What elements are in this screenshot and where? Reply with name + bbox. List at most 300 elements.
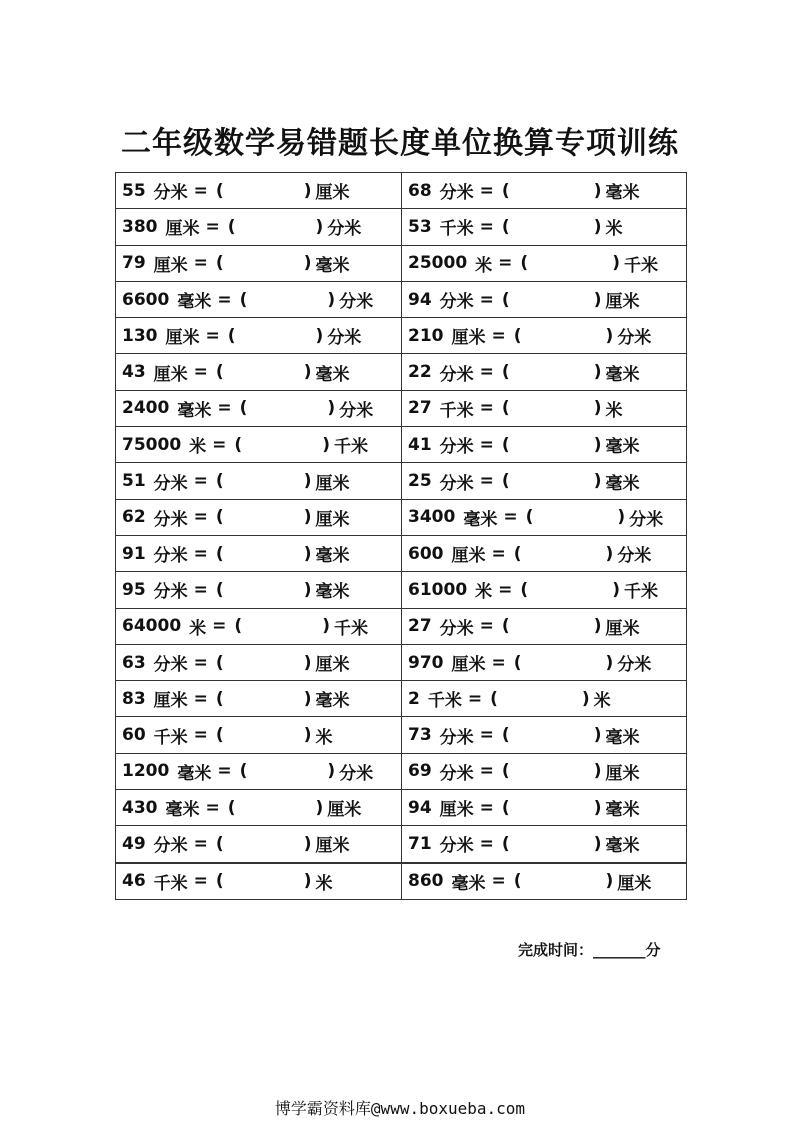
source-unit: 毫米 <box>463 509 498 530</box>
close-paren: ) <box>593 616 602 637</box>
target-unit: 米 <box>605 400 623 421</box>
open-paren: ( <box>501 833 510 854</box>
conversion-problem <box>116 535 402 571</box>
conversion-problem <box>116 209 402 245</box>
target-unit: 分米 <box>339 292 374 313</box>
conversion-problem <box>116 644 402 680</box>
source-unit: 米 <box>189 437 207 458</box>
problem-number: 60 <box>122 725 146 746</box>
open-paren: ( <box>501 289 510 310</box>
source-unit: 分米 <box>439 292 474 313</box>
conversion-problem <box>116 790 402 826</box>
target-unit: 分米 <box>617 655 652 675</box>
target-unit: 毫米 <box>605 364 640 385</box>
source-unit: 分米 <box>439 763 474 784</box>
open-paren: ( <box>513 543 522 564</box>
equals-sign: = <box>212 616 227 637</box>
target-unit: 厘米 <box>315 183 350 204</box>
table-row <box>116 826 687 863</box>
target-unit: 米 <box>315 727 333 748</box>
open-paren: ( <box>215 362 224 383</box>
open-paren: ( <box>501 180 510 201</box>
close-paren: ) <box>593 216 602 237</box>
open-paren: ( <box>215 543 224 564</box>
close-paren: ) <box>303 253 312 274</box>
source-unit: 分米 <box>439 183 474 204</box>
target-unit: 厘米 <box>327 800 362 821</box>
source-unit: 分米 <box>439 836 474 857</box>
open-paren: ( <box>501 216 510 237</box>
equals-sign: = <box>205 325 220 346</box>
close-paren: ) <box>593 761 602 782</box>
target-unit: 千米 <box>333 618 368 639</box>
table-row <box>116 790 687 826</box>
table-row <box>116 863 687 900</box>
equals-sign: = <box>205 216 220 237</box>
close-paren: ) <box>593 471 602 492</box>
equals-sign: = <box>193 362 208 383</box>
target-unit: 毫米 <box>315 255 350 276</box>
target-unit: 毫米 <box>605 836 640 857</box>
equals-sign: = <box>479 725 494 746</box>
close-paren: ) <box>593 362 602 383</box>
conversion-problem <box>402 463 687 499</box>
source-unit: 厘米 <box>165 328 200 349</box>
close-paren: ) <box>612 579 620 600</box>
source-unit: 厘米 <box>451 328 486 349</box>
close-paren: ) <box>593 434 602 455</box>
equals-sign: = <box>193 579 208 600</box>
source-unit: 分米 <box>439 473 474 494</box>
conversion-problem <box>402 318 687 354</box>
equals-sign: = <box>193 871 208 892</box>
open-paren: ( <box>227 216 236 237</box>
problem-number: 2400 <box>122 398 170 419</box>
target-unit: 毫米 <box>605 437 640 458</box>
close-paren: ) <box>593 725 602 746</box>
conversion-problem <box>402 173 687 209</box>
target-unit: 厘米 <box>605 763 640 784</box>
equals-sign: = <box>498 579 513 600</box>
source-unit: 米 <box>189 618 207 639</box>
target-unit: 分米 <box>617 546 652 567</box>
open-paren: ( <box>215 725 224 746</box>
close-paren: ) <box>617 507 626 528</box>
equals-sign: = <box>193 833 208 854</box>
conversion-problem <box>402 390 687 426</box>
problem-number: 130 <box>122 325 158 346</box>
open-paren: ( <box>513 871 522 892</box>
target-unit: 米 <box>315 873 333 894</box>
equals-sign: = <box>479 362 494 383</box>
target-unit: 毫米 <box>315 691 350 712</box>
conversion-problem <box>402 354 687 390</box>
equals-sign: = <box>205 797 220 818</box>
source-unit: 毫米 <box>177 763 212 784</box>
close-paren: ) <box>593 833 602 854</box>
open-paren: ( <box>215 579 224 600</box>
source-unit: 千米 <box>439 400 474 421</box>
equals-sign: = <box>503 507 518 528</box>
equals-sign: = <box>491 543 506 564</box>
problem-number: 27 <box>408 398 432 419</box>
close-paren: ) <box>303 725 312 746</box>
equals-sign: = <box>193 253 208 274</box>
close-paren: ) <box>303 362 312 383</box>
problem-number: 68 <box>408 180 432 201</box>
open-paren: ( <box>501 398 510 419</box>
problem-number: 95 <box>122 579 146 600</box>
problem-number: 46 <box>122 871 146 892</box>
close-paren: ) <box>303 652 312 673</box>
open-paren: ( <box>501 725 510 746</box>
conversion-problem <box>116 245 402 281</box>
source-unit: 分米 <box>439 437 474 458</box>
target-unit: 毫米 <box>605 473 640 494</box>
open-paren: ( <box>490 688 498 709</box>
target-unit: 分米 <box>327 328 362 349</box>
equals-sign: = <box>491 652 506 673</box>
target-unit: 毫米 <box>605 183 640 204</box>
close-paren: ) <box>303 507 312 528</box>
equals-sign: = <box>479 180 494 201</box>
target-unit: 厘米 <box>617 873 652 894</box>
close-paren: ) <box>315 216 324 237</box>
target-unit: 毫米 <box>605 727 640 748</box>
conversion-problem <box>116 281 402 317</box>
open-paren: ( <box>501 362 510 383</box>
open-paren: ( <box>501 434 510 455</box>
problem-number: 79 <box>122 253 146 274</box>
open-paren: ( <box>501 471 510 492</box>
conversion-problem <box>402 608 687 644</box>
equals-sign: = <box>193 725 208 746</box>
table-row <box>116 572 687 608</box>
exercise-table <box>115 172 687 900</box>
table-row <box>116 499 687 535</box>
close-paren: ) <box>303 871 312 892</box>
open-paren: ( <box>227 797 236 818</box>
source-unit: 厘米 <box>153 364 188 385</box>
target-unit: 分米 <box>617 328 652 349</box>
source-unit: 厘米 <box>439 800 474 821</box>
open-paren: ( <box>215 471 224 492</box>
problem-number: 970 <box>408 652 444 673</box>
source-unit: 分米 <box>153 836 188 857</box>
target-unit: 分米 <box>339 400 374 421</box>
table-row <box>116 753 687 789</box>
equals-sign: = <box>479 289 494 310</box>
problem-number: 2 <box>408 688 420 709</box>
table-row <box>116 173 687 209</box>
problem-number: 75000 <box>122 434 182 455</box>
source-unit: 千米 <box>439 219 474 240</box>
open-paren: ( <box>215 871 224 892</box>
open-paren: ( <box>227 325 236 346</box>
target-unit: 厘米 <box>605 618 640 639</box>
conversion-problem <box>402 535 687 571</box>
close-paren: ) <box>581 688 590 709</box>
source-unit: 毫米 <box>165 800 200 821</box>
close-paren: ) <box>303 579 312 600</box>
equals-sign: = <box>193 688 208 709</box>
target-unit: 毫米 <box>315 364 350 385</box>
source-unit: 分米 <box>153 582 188 603</box>
close-paren: ) <box>322 434 330 455</box>
conversion-problem <box>116 318 402 354</box>
problem-number: 6600 <box>122 289 170 310</box>
problem-number: 71 <box>408 833 432 854</box>
target-unit: 千米 <box>623 582 658 603</box>
source-unit: 千米 <box>153 727 188 748</box>
equals-sign: = <box>193 652 208 673</box>
open-paren: ( <box>239 398 248 419</box>
problem-number: 83 <box>122 688 146 709</box>
close-paren: ) <box>593 398 602 419</box>
equals-sign: = <box>498 253 513 274</box>
open-paren: ( <box>234 616 243 637</box>
equals-sign: = <box>217 761 232 782</box>
source-unit: 米 <box>475 582 493 603</box>
conversion-problem <box>402 281 687 317</box>
table-row <box>116 390 687 426</box>
close-paren: ) <box>605 652 614 673</box>
open-paren: ( <box>215 180 224 201</box>
conversion-problem <box>116 354 402 390</box>
conversion-problem <box>402 826 687 863</box>
footer-watermark: 博学霸资料库@www.boxueba.com <box>274 1099 526 1118</box>
equals-sign: = <box>479 216 494 237</box>
conversion-problem <box>116 572 402 608</box>
close-paren: ) <box>605 871 614 892</box>
problem-number: 27 <box>408 616 432 637</box>
target-unit: 分米 <box>339 763 374 784</box>
table-row <box>116 281 687 317</box>
table-row <box>116 427 687 463</box>
equals-sign: = <box>217 289 232 310</box>
conversion-problem <box>116 826 402 863</box>
source-unit: 千米 <box>153 873 188 894</box>
conversion-problem <box>402 209 687 245</box>
table-row <box>116 463 687 499</box>
problem-number: 49 <box>122 833 146 854</box>
equals-sign: = <box>467 688 483 709</box>
equals-sign: = <box>479 434 494 455</box>
target-unit: 厘米 <box>315 509 350 530</box>
source-unit: 千米 <box>427 691 462 712</box>
conversion-problem <box>402 572 687 608</box>
close-paren: ) <box>303 543 312 564</box>
target-unit: 厘米 <box>315 836 350 857</box>
source-unit: 分米 <box>153 183 188 204</box>
equals-sign: = <box>479 471 494 492</box>
conversion-problem <box>116 173 402 209</box>
close-paren: ) <box>303 833 312 854</box>
conversion-problem <box>116 499 402 535</box>
conversion-problem <box>116 427 402 463</box>
close-paren: ) <box>593 180 602 201</box>
conversion-problem <box>402 644 687 680</box>
source-unit: 厘米 <box>451 546 486 567</box>
problem-number: 61000 <box>408 579 468 600</box>
source-unit: 毫米 <box>177 400 212 421</box>
table-row <box>116 717 687 753</box>
source-unit: 分米 <box>153 655 188 675</box>
target-unit: 毫米 <box>315 582 350 603</box>
equals-sign: = <box>491 325 506 346</box>
close-paren: ) <box>327 289 336 310</box>
source-unit: 分米 <box>153 546 188 567</box>
source-unit: 分米 <box>439 618 474 639</box>
conversion-problem <box>402 499 687 535</box>
equals-sign: = <box>217 398 232 419</box>
equals-sign: = <box>479 616 494 637</box>
completion-time: 完成时间：_______分 <box>518 941 661 959</box>
table-row <box>116 245 687 281</box>
target-unit: 厘米 <box>605 292 640 313</box>
target-unit: 分米 <box>327 219 362 240</box>
open-paren: ( <box>215 507 224 528</box>
conversion-problem <box>116 608 402 644</box>
open-paren: ( <box>234 434 243 455</box>
problem-number: 94 <box>408 289 432 310</box>
equals-sign: = <box>479 833 494 854</box>
source-unit: 分米 <box>439 727 474 748</box>
close-paren: ) <box>303 688 312 709</box>
source-unit: 厘米 <box>165 219 200 240</box>
target-unit: 厘米 <box>315 473 350 494</box>
open-paren: ( <box>513 652 522 673</box>
table-row <box>116 354 687 390</box>
conversion-problem <box>402 790 687 826</box>
equals-sign: = <box>479 797 494 818</box>
problem-number: 41 <box>408 434 432 455</box>
problem-number: 25 <box>408 471 432 492</box>
table-row <box>116 535 687 571</box>
source-unit: 分米 <box>153 509 188 530</box>
problem-number: 600 <box>408 543 444 564</box>
equals-sign: = <box>479 761 494 782</box>
target-unit: 厘米 <box>315 655 350 675</box>
open-paren: ( <box>215 652 224 673</box>
open-paren: ( <box>215 833 224 854</box>
close-paren: ) <box>327 761 336 782</box>
close-paren: ) <box>315 325 324 346</box>
conversion-problem <box>116 863 402 900</box>
problem-number: 860 <box>408 871 444 892</box>
source-unit: 厘米 <box>153 691 188 712</box>
source-unit: 分米 <box>153 473 188 494</box>
open-paren: ( <box>215 688 224 709</box>
open-paren: ( <box>501 797 510 818</box>
equals-sign: = <box>491 871 506 892</box>
conversion-problem <box>116 681 402 717</box>
table-row <box>116 209 687 245</box>
problem-number: 22 <box>408 362 432 383</box>
conversion-problem <box>402 427 687 463</box>
target-unit: 毫米 <box>605 800 640 821</box>
conversion-problem <box>116 717 402 753</box>
problem-number: 210 <box>408 325 444 346</box>
target-unit: 毫米 <box>315 546 350 567</box>
target-unit: 千米 <box>623 255 658 276</box>
conversion-problem <box>402 863 687 900</box>
source-unit: 厘米 <box>451 655 486 675</box>
table-row <box>116 644 687 680</box>
source-unit: 分米 <box>439 364 474 385</box>
equals-sign: = <box>479 398 494 419</box>
close-paren: ) <box>303 471 312 492</box>
problem-number: 3400 <box>408 507 456 528</box>
problem-number: 53 <box>408 216 432 237</box>
problem-number: 63 <box>122 652 146 673</box>
conversion-problem <box>116 463 402 499</box>
open-paren: ( <box>520 579 529 600</box>
conversion-problem <box>402 681 687 717</box>
close-paren: ) <box>327 398 336 419</box>
problem-number: 51 <box>122 471 146 492</box>
equals-sign: = <box>193 507 208 528</box>
problem-number: 91 <box>122 543 146 564</box>
source-unit: 毫米 <box>451 873 486 894</box>
problem-number: 94 <box>408 797 432 818</box>
problem-number: 62 <box>122 507 146 528</box>
open-paren: ( <box>239 289 248 310</box>
close-paren: ) <box>605 543 614 564</box>
target-unit: 千米 <box>333 437 368 458</box>
source-unit: 厘米 <box>153 255 188 276</box>
problem-number: 73 <box>408 725 432 746</box>
problem-number: 25000 <box>408 253 468 274</box>
equals-sign: = <box>193 180 208 201</box>
source-unit: 毫米 <box>177 292 212 313</box>
problem-number: 43 <box>122 362 146 383</box>
equals-sign: = <box>212 434 227 455</box>
conversion-problem <box>402 245 687 281</box>
page-title: 二年级数学易错题长度单位换算专项训练 <box>121 126 679 161</box>
target-unit: 米 <box>593 691 611 712</box>
equals-sign: = <box>193 471 208 492</box>
problem-number: 55 <box>122 180 146 201</box>
close-paren: ) <box>605 325 614 346</box>
open-paren: ( <box>520 253 529 274</box>
open-paren: ( <box>239 761 248 782</box>
close-paren: ) <box>593 289 602 310</box>
open-paren: ( <box>525 507 534 528</box>
conversion-problem <box>116 753 402 789</box>
table-row <box>116 318 687 354</box>
problem-number: 430 <box>122 797 158 818</box>
equals-sign: = <box>193 543 208 564</box>
problem-number: 380 <box>122 216 158 237</box>
target-unit: 分米 <box>629 509 664 530</box>
open-paren: ( <box>501 761 510 782</box>
problem-number: 64000 <box>122 616 182 637</box>
close-paren: ) <box>612 253 620 274</box>
problem-number: 1200 <box>122 761 170 782</box>
target-unit: 米 <box>605 219 623 240</box>
conversion-problem <box>116 390 402 426</box>
open-paren: ( <box>501 616 510 637</box>
close-paren: ) <box>315 797 324 818</box>
conversion-problem <box>402 717 687 753</box>
problem-number: 69 <box>408 761 432 782</box>
table-row <box>116 608 687 644</box>
source-unit: 米 <box>475 255 493 276</box>
close-paren: ) <box>593 797 602 818</box>
close-paren: ) <box>322 616 330 637</box>
open-paren: ( <box>215 253 224 274</box>
